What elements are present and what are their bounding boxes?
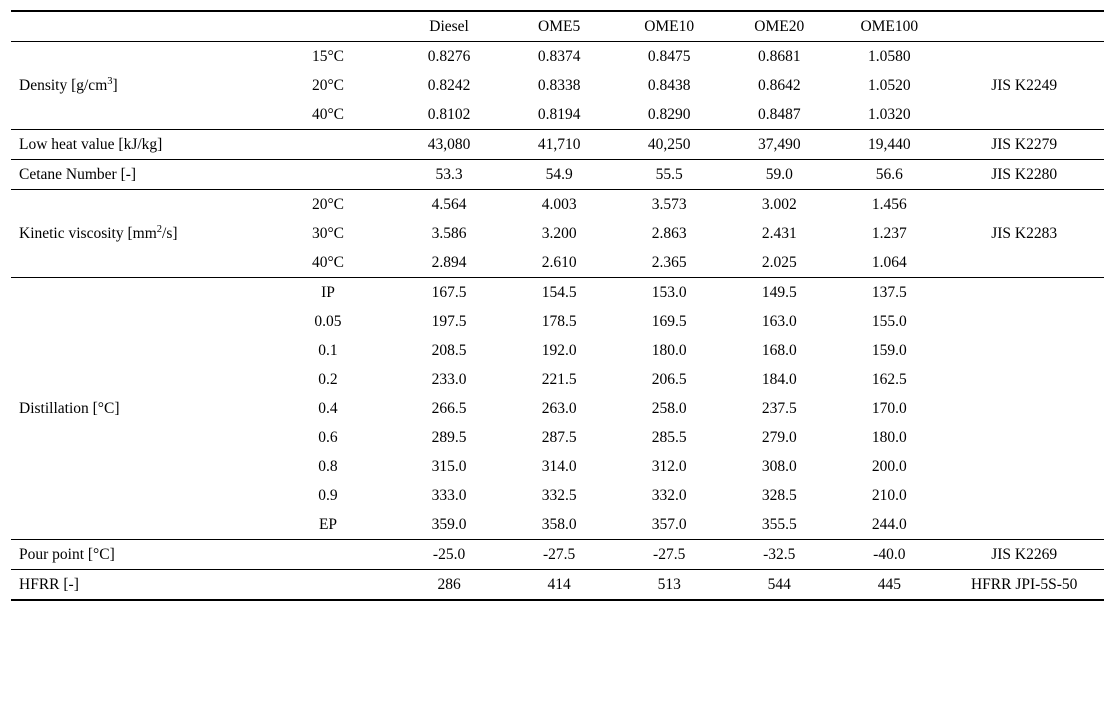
value-cell: 200.0 xyxy=(871,458,907,475)
header-ome10: OME10 xyxy=(644,18,695,35)
property-label: Cetane Number [-] xyxy=(19,166,137,183)
value-cell: 2.025 xyxy=(761,254,797,271)
condition-label: 0.2 xyxy=(318,371,338,388)
fuel-properties-table xyxy=(11,10,1104,601)
value-cell: 0.8475 xyxy=(647,48,691,65)
value-cell: 308.0 xyxy=(761,458,797,475)
value-cell: 3.200 xyxy=(541,225,577,242)
table-body xyxy=(11,42,1104,601)
value-cell: 178.5 xyxy=(541,313,577,330)
value-cell: 357.0 xyxy=(651,516,687,533)
value-cell: 414 xyxy=(547,576,571,593)
value-cell: 170.0 xyxy=(871,400,907,417)
value-cell: 3.573 xyxy=(651,196,687,213)
value-cell: 137.5 xyxy=(871,284,907,301)
condition-label xyxy=(262,130,394,160)
value-cell: 210.0 xyxy=(871,487,907,504)
condition-label: 0.6 xyxy=(318,429,338,446)
standard-label: JIS K2279 xyxy=(991,136,1058,153)
value-cell: 154.5 xyxy=(541,284,577,301)
condition-label xyxy=(262,570,394,601)
header-ome20: OME20 xyxy=(754,18,805,35)
condition-label: 0.05 xyxy=(314,313,342,330)
value-cell: 445 xyxy=(877,576,901,593)
header-condition xyxy=(262,11,394,42)
standard-label xyxy=(944,278,1104,540)
value-cell: 332.5 xyxy=(541,487,577,504)
value-cell: 358.0 xyxy=(541,516,577,533)
value-cell: 2.863 xyxy=(651,225,687,242)
value-cell: 285.5 xyxy=(651,429,687,446)
value-cell: 197.5 xyxy=(431,313,467,330)
condition-label xyxy=(262,540,394,570)
property-label: Pour point [°C] xyxy=(19,546,115,563)
value-cell: 2.431 xyxy=(761,225,797,242)
value-cell: 221.5 xyxy=(541,371,577,388)
value-cell: 1.237 xyxy=(871,225,907,242)
value-cell: 3.002 xyxy=(761,196,797,213)
value-cell: 266.5 xyxy=(431,400,467,417)
value-cell: 359.0 xyxy=(431,516,467,533)
value-cell: 149.5 xyxy=(761,284,797,301)
value-cell: 0.8194 xyxy=(537,106,581,123)
value-cell: 167.5 xyxy=(431,284,467,301)
value-cell: 0.8374 xyxy=(537,48,581,65)
value-cell: 312.0 xyxy=(651,458,687,475)
value-cell: 314.0 xyxy=(541,458,577,475)
table-row xyxy=(11,130,1104,160)
value-cell: 0.8102 xyxy=(427,106,471,123)
condition-label: 0.4 xyxy=(318,400,338,417)
standard-label: JIS K2249 xyxy=(991,77,1058,94)
table-header xyxy=(11,11,1104,42)
value-cell: 244.0 xyxy=(871,516,907,533)
value-cell: 0.8642 xyxy=(757,77,801,94)
value-cell: 163.0 xyxy=(761,313,797,330)
standard-label: JIS K2280 xyxy=(991,166,1058,183)
header-property xyxy=(11,11,262,42)
value-cell: 332.0 xyxy=(651,487,687,504)
value-cell: 233.0 xyxy=(431,371,467,388)
condition-label: 20°C xyxy=(311,77,345,94)
value-cell: 1.456 xyxy=(871,196,907,213)
value-cell: 155.0 xyxy=(871,313,907,330)
table-row xyxy=(11,190,1104,220)
value-cell: 0.8290 xyxy=(647,106,691,123)
value-cell: 169.5 xyxy=(651,313,687,330)
value-cell: 2.610 xyxy=(541,254,577,271)
value-cell: 55.5 xyxy=(655,166,683,183)
property-label: HFRR [-] xyxy=(19,576,79,593)
value-cell: 513 xyxy=(657,576,681,593)
value-cell: 0.8487 xyxy=(757,106,801,123)
value-cell: -27.5 xyxy=(542,546,576,563)
standard-label: HFRR JPI-5S-50 xyxy=(970,576,1078,593)
property-label: Density $[g/cm^3]$ xyxy=(19,75,118,94)
value-cell: 355.5 xyxy=(761,516,797,533)
value-cell: 237.5 xyxy=(761,400,797,417)
value-cell: -32.5 xyxy=(763,546,796,563)
value-cell: 59.0 xyxy=(765,166,793,183)
value-cell: 43,080 xyxy=(427,136,471,153)
condition-label xyxy=(262,160,394,190)
value-cell: 0.8438 xyxy=(647,77,691,94)
value-cell: 19,440 xyxy=(868,136,911,153)
value-cell: -40.0 xyxy=(873,546,906,563)
value-cell: 0.8681 xyxy=(757,48,801,65)
value-cell: 279.0 xyxy=(761,429,797,446)
value-cell: 315.0 xyxy=(431,458,467,475)
value-cell: 0.8276 xyxy=(427,48,471,65)
table-row xyxy=(11,570,1104,601)
condition-label: 0.9 xyxy=(318,487,338,504)
value-cell: 41,710 xyxy=(537,136,581,153)
value-cell: 1.064 xyxy=(871,254,907,271)
property-label: Kinetic viscosity $[mm^2/s]$ xyxy=(19,223,178,242)
property-label: Distillation [°C] xyxy=(19,400,120,417)
table-row xyxy=(11,540,1104,570)
value-cell: 289.5 xyxy=(431,429,467,446)
table-row xyxy=(11,278,1104,308)
value-cell: 192.0 xyxy=(541,342,577,359)
header-diesel: Diesel xyxy=(429,18,469,35)
value-cell: 544 xyxy=(767,576,791,593)
condition-label: IP xyxy=(321,284,335,301)
table-row xyxy=(11,42,1104,72)
condition-label: 15°C xyxy=(311,48,345,65)
value-cell: 40,250 xyxy=(647,136,691,153)
value-cell: 1.0580 xyxy=(868,48,911,65)
value-cell: 53.3 xyxy=(435,166,463,183)
condition-label: 20°C xyxy=(311,196,345,213)
value-cell: 159.0 xyxy=(871,342,907,359)
value-cell: 333.0 xyxy=(431,487,467,504)
condition-label: EP xyxy=(318,516,338,533)
value-cell: 287.5 xyxy=(541,429,577,446)
property-label: Low heat value [kJ/kg] xyxy=(19,136,163,153)
condition-label: 40°C xyxy=(311,106,345,123)
value-cell: 0.8338 xyxy=(537,77,581,94)
header-standard xyxy=(944,11,1104,42)
value-cell: 1.0320 xyxy=(868,106,911,123)
value-cell: 328.5 xyxy=(761,487,797,504)
value-cell: 263.0 xyxy=(541,400,577,417)
value-cell: 206.5 xyxy=(651,371,687,388)
condition-label: 0.1 xyxy=(318,342,338,359)
standard-label: JIS K2283 xyxy=(991,225,1058,242)
value-cell: 54.9 xyxy=(545,166,573,183)
condition-label: 30°C xyxy=(311,225,345,242)
value-cell: 2.365 xyxy=(651,254,687,271)
standard-label: JIS K2269 xyxy=(991,546,1058,563)
value-cell: 2.894 xyxy=(431,254,467,271)
header-ome100: OME100 xyxy=(860,18,919,35)
value-cell: 153.0 xyxy=(651,284,687,301)
table-row xyxy=(11,160,1104,190)
value-cell: 37,490 xyxy=(757,136,801,153)
value-cell: 162.5 xyxy=(871,371,907,388)
value-cell: 0.8242 xyxy=(427,77,471,94)
document-page xyxy=(0,10,1115,714)
value-cell: 180.0 xyxy=(871,429,907,446)
value-cell: 3.586 xyxy=(431,225,467,242)
table-header-row xyxy=(11,11,1104,42)
value-cell: 208.5 xyxy=(431,342,467,359)
value-cell: 184.0 xyxy=(761,371,797,388)
value-cell: 180.0 xyxy=(651,342,687,359)
value-cell: 258.0 xyxy=(651,400,687,417)
header-ome5: OME5 xyxy=(538,18,581,35)
value-cell: 168.0 xyxy=(761,342,797,359)
value-cell: 4.003 xyxy=(541,196,577,213)
condition-label: 40°C xyxy=(311,254,345,271)
value-cell: 56.6 xyxy=(875,166,903,183)
value-cell: 286 xyxy=(437,576,461,593)
value-cell: -27.5 xyxy=(653,546,686,563)
value-cell: 1.0520 xyxy=(868,77,911,94)
value-cell: -25.0 xyxy=(432,546,466,563)
value-cell: 4.564 xyxy=(431,196,467,213)
condition-label: 0.8 xyxy=(318,458,338,475)
